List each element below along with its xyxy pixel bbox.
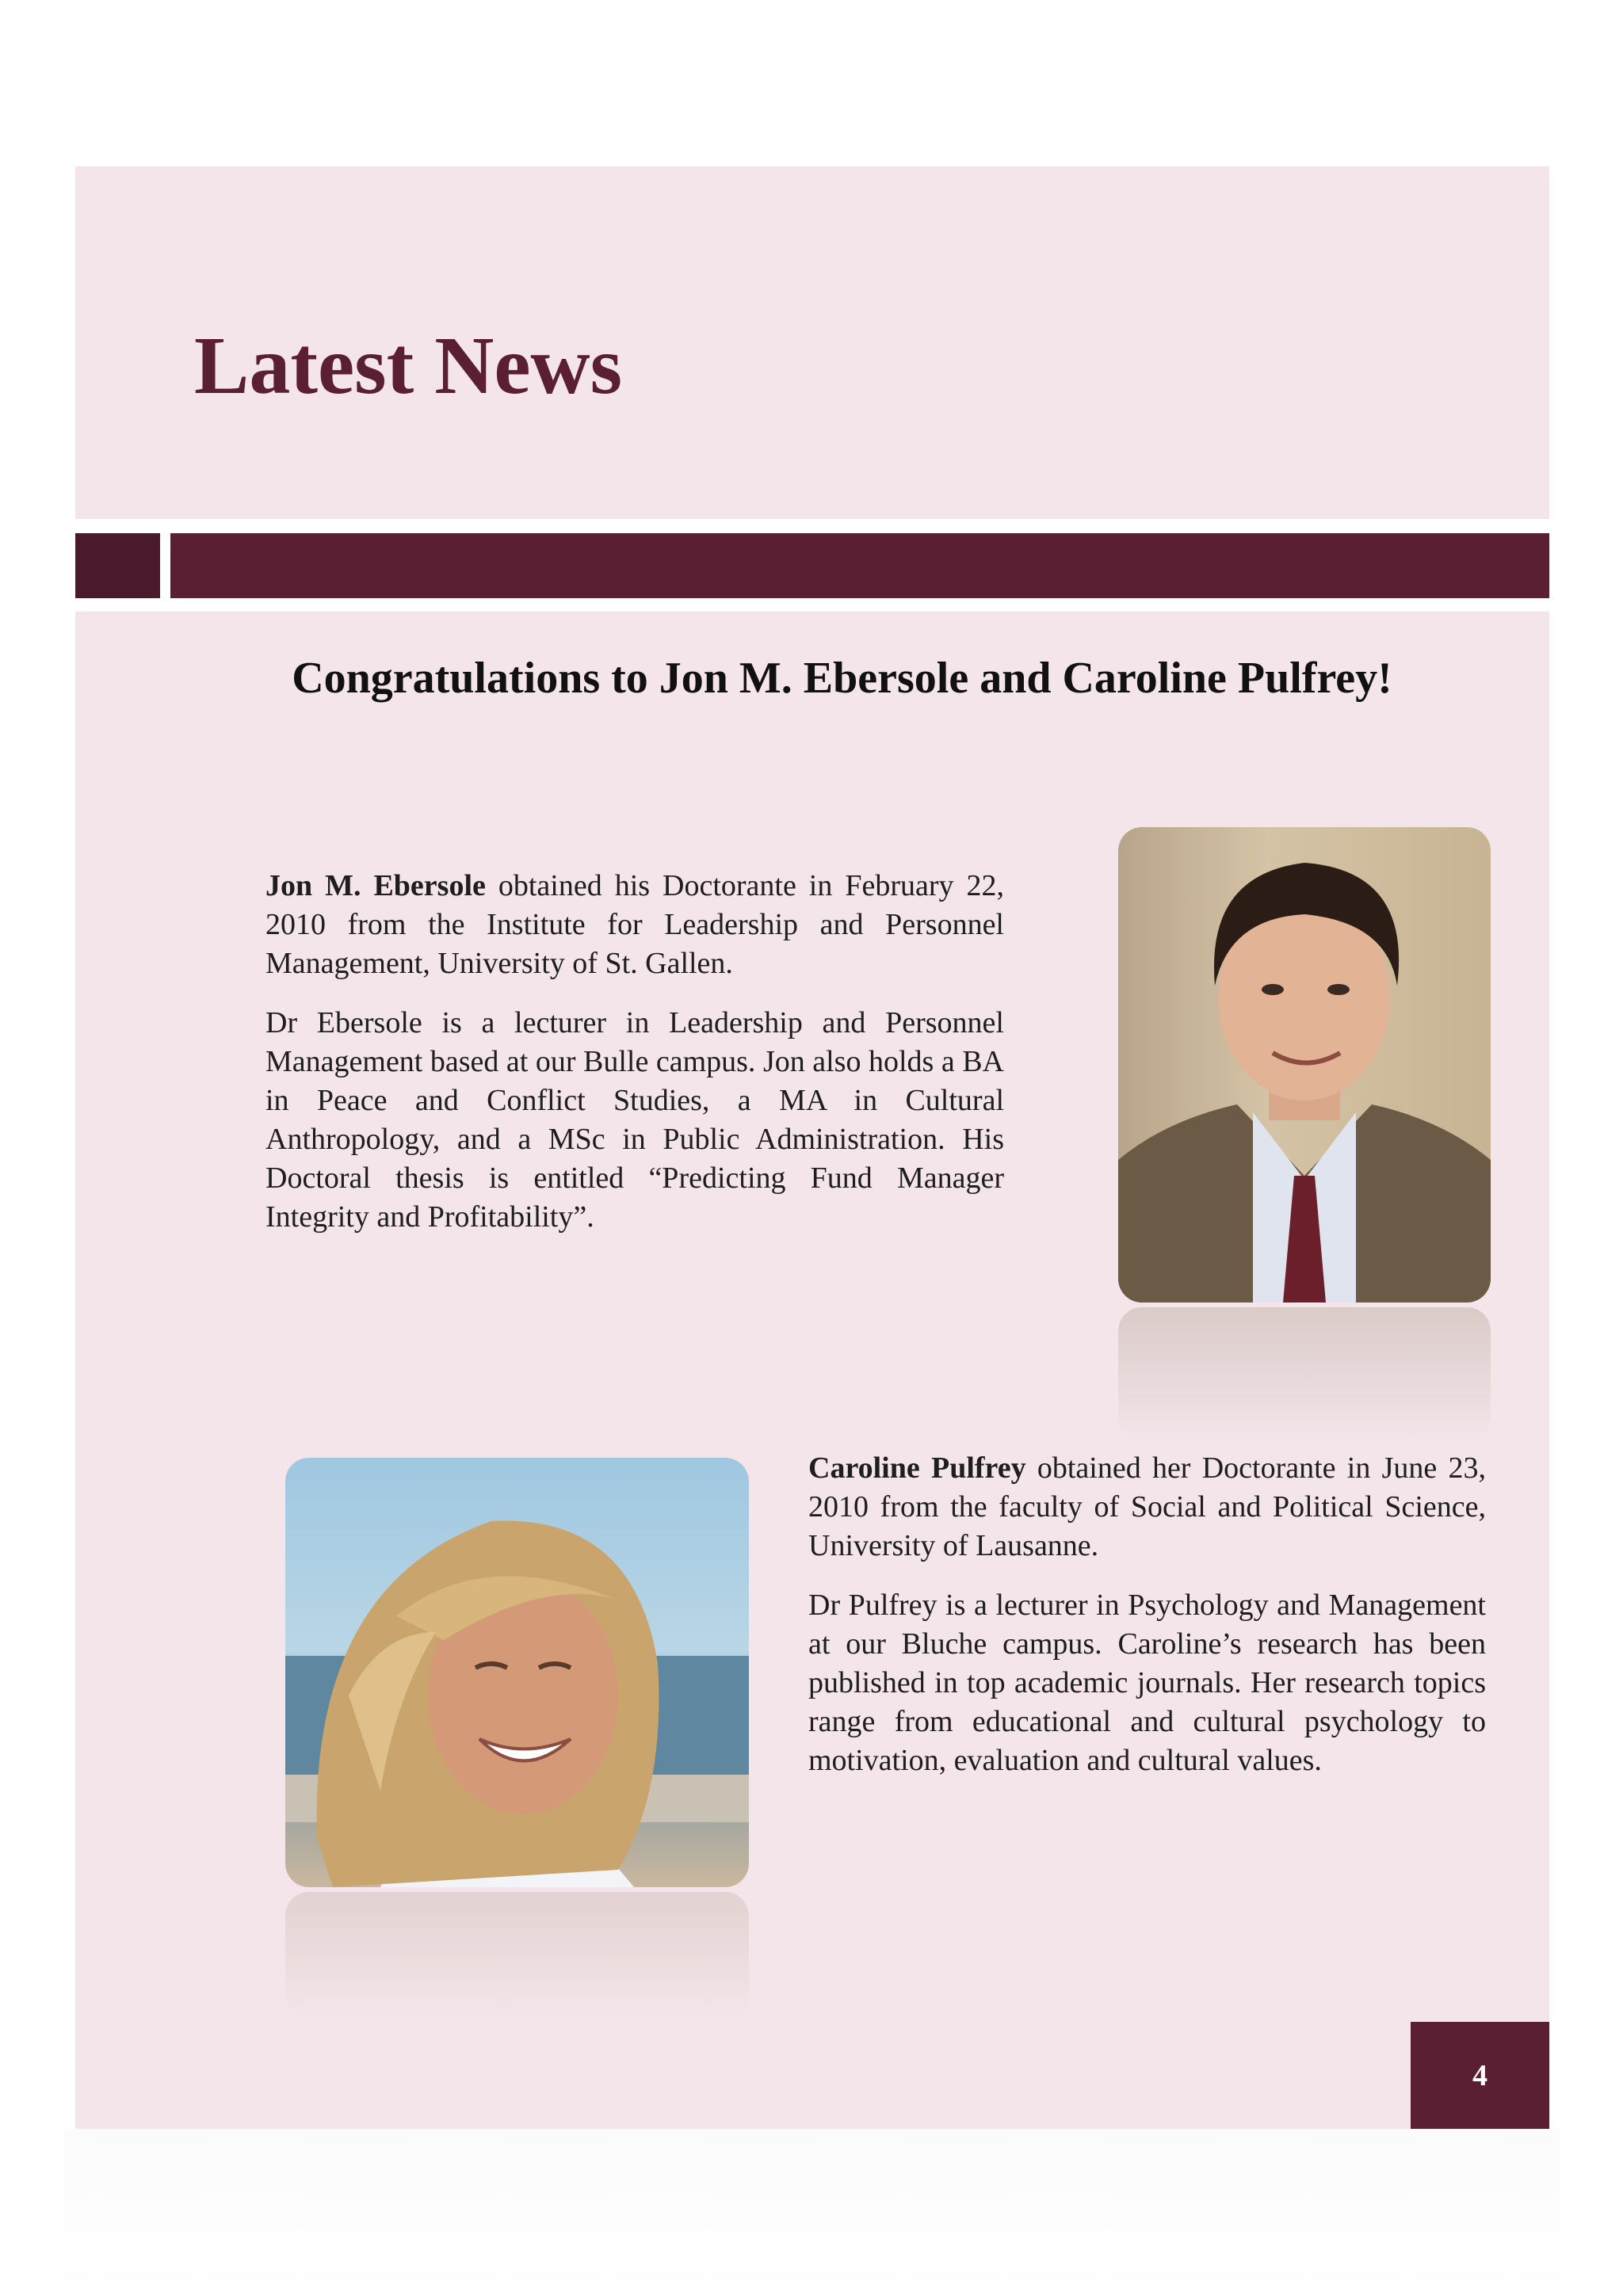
article-text: obtained his Doctorante in February 22, 2010 from the Institute for Leadership and Personnel Management, University of St. Gallen. [265,869,1004,980]
portrait-ebersole-image [1118,827,1491,1302]
portrait-ebersole-reflection [1118,1307,1491,1442]
article-paragraph [808,1449,1486,1566]
page-footer-area [63,2129,1560,2296]
person-name: Caroline Pulfrey [808,1451,1026,1485]
portrait-ebersole [1118,827,1491,1302]
article-text: obtained her Doctorante in June 23, 2010 from the faculty of Social and Political Science, University of Lausanne. [808,1451,1486,1562]
page-number: 4 [1411,2022,1549,2129]
portrait-pulfrey-reflection [285,1892,749,2019]
accent-bar-square [75,533,160,598]
accent-bar [170,533,1549,598]
article-pulfrey [808,1449,1486,1801]
article-ebersole [265,867,1004,1257]
header-panel [75,166,1549,519]
article-paragraph: Dr Ebersole is a lecturer in Leadership and Personnel Management based at our Bulle campus. Jon also holds a BA in Peace and Conflict Studies, a MA in Cultural Anthropology, and a MSc in Public Administration. His Doctoral thesis is entitled “Predicting Fund Manager Integrity and Profitability”. [265,1006,1004,1234]
news-content-panel [75,612,1549,2129]
news-headline: Congratulations to Jon M. Ebersole and Caroline Pulfrey! [292,654,1392,703]
portrait-pulfrey-image [285,1458,749,1887]
article-paragraph: Dr Pulfrey is a lecturer in Psychology and Management at our Bluche campus. Caroline’s research has been published in top academic journals. Her research topics range from educational and cultural psychology to motivation, evaluation and cultural values. [808,1589,1486,1777]
article-paragraph [265,867,1004,983]
person-name: Jon M. Ebersole [265,869,486,902]
portrait-pulfrey [285,1458,749,1887]
page-title: Latest News [194,320,623,411]
